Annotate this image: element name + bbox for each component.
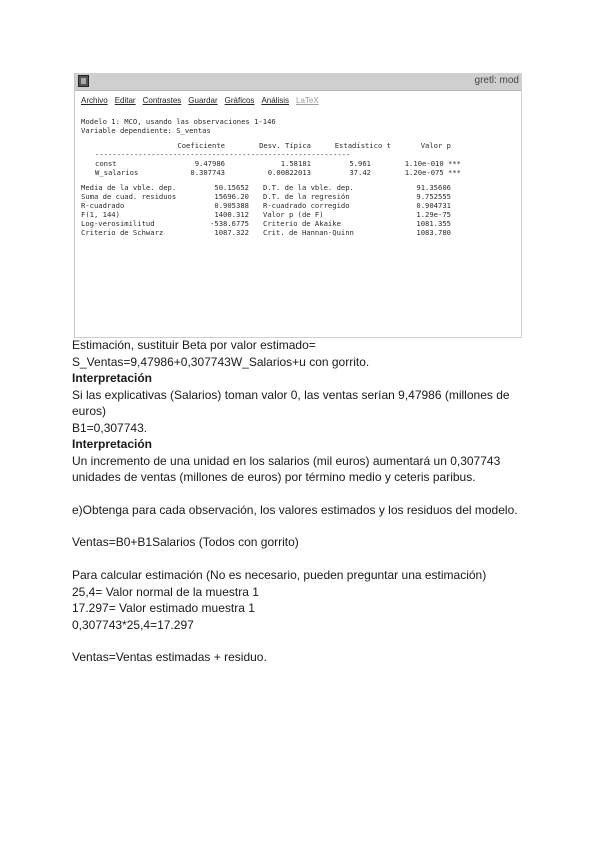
stat-label: Log-verosimilitud xyxy=(81,219,155,228)
header-p: Valor p xyxy=(420,141,451,150)
paragraph: Para calcular estimación (No es necesario, pueden preguntar una estimación) xyxy=(72,568,487,582)
table-divider: ----------------------------------------------------------- xyxy=(95,150,351,159)
var-t: 5.961 xyxy=(349,159,371,168)
stats-row xyxy=(81,192,517,201)
var-se: 0.00822013 xyxy=(267,168,311,177)
stat-value: 0.905388 xyxy=(214,201,249,210)
stat-value: 1083.780 xyxy=(416,228,451,237)
header-se: Desv. Típica xyxy=(259,141,311,150)
section-heading: Interpretación xyxy=(72,437,153,451)
var-coef: 0.307743 xyxy=(190,168,225,177)
stat-value: 1081.355 xyxy=(416,219,451,228)
stat-label: Criterio de Akaike xyxy=(263,219,341,228)
stat-label: Criterio de Schwarz xyxy=(81,228,164,237)
paragraph: Estimación, sustituir Beta por valor estimado= xyxy=(72,338,316,352)
stat-value: 1.29e-75 xyxy=(416,210,451,219)
paragraph: Ventas=B0+B1Salarios (Todos con gorrito) xyxy=(72,535,299,549)
stat-label: F(1, 144) xyxy=(81,210,120,219)
section-heading: Interpretación xyxy=(72,371,153,385)
var-name: const xyxy=(95,159,117,168)
stat-label: R-cuadrado xyxy=(81,201,125,210)
var-coef: 9.47986 xyxy=(194,159,225,168)
window-title: gretl: mod xyxy=(474,75,519,86)
table-row xyxy=(81,168,517,177)
question-text: e)Obtenga para cada observación, los valores estimados y los residuos del modelo. xyxy=(72,503,518,517)
paragraph: 0,307743*25,4=17.297 xyxy=(72,617,194,632)
menu-guardar[interactable]: Guardar xyxy=(188,95,218,105)
stat-value: -538.6775 xyxy=(210,219,249,228)
menu-graficos[interactable]: Gráficos xyxy=(224,95,255,105)
window-titlebar xyxy=(75,73,521,91)
stats-row xyxy=(81,210,517,219)
table-row xyxy=(81,159,517,168)
formula-block xyxy=(72,534,532,551)
stat-value: 91.35606 xyxy=(416,183,451,192)
stat-label: Crit. de Hannan-Quinn xyxy=(263,228,354,237)
model-header-line: Modelo 1: MCO, usando las observaciones 1-146 xyxy=(81,117,276,126)
stat-value: 50.15652 xyxy=(214,183,249,192)
paragraph: 25,4= Valor normal de la muestra 1 xyxy=(72,584,259,599)
var-t: 37.42 xyxy=(349,168,371,177)
var-p: 1.20e-075 *** xyxy=(404,168,461,177)
paragraph: B1=0,307743. xyxy=(72,420,148,435)
closing-block xyxy=(72,649,532,666)
model-output xyxy=(81,117,517,237)
stat-label: R-cuadrado corregido xyxy=(263,201,350,210)
gretl-app-icon xyxy=(78,75,89,87)
stat-value: 15696.20 xyxy=(214,192,249,201)
stat-value: 0.904731 xyxy=(416,201,451,210)
stats-row xyxy=(81,183,517,192)
coef-table-header xyxy=(81,141,517,150)
stat-label: Valor p (de F) xyxy=(263,210,324,219)
stats-row xyxy=(81,201,517,210)
stat-value: 1400.312 xyxy=(214,210,249,219)
document-body xyxy=(72,337,532,486)
menu-latex: LaTeX xyxy=(296,95,319,105)
stats-row xyxy=(81,219,517,228)
menu-bar xyxy=(75,91,521,109)
stat-label: Suma de cuad. residuos xyxy=(81,192,177,201)
paragraph: Si las explicativas (Salarios) toman valor 0, las ventas serían 9,47986 (millones de euros) xyxy=(72,387,510,418)
stats-row xyxy=(81,228,517,237)
gretl-output-screenshot xyxy=(74,73,522,338)
stat-label: D.T. de la regresión xyxy=(263,192,350,201)
question-block xyxy=(72,502,532,519)
menu-analisis[interactable]: Análisis xyxy=(261,95,290,105)
header-t: Estadístico t xyxy=(334,141,391,150)
menu-archivo[interactable]: Archivo xyxy=(81,95,108,105)
calc-block xyxy=(72,567,532,633)
menu-editar[interactable]: Editar xyxy=(114,95,136,105)
header-coef: Coeficiente xyxy=(177,141,225,150)
var-se: 1.58181 xyxy=(280,159,311,168)
stat-value: 9.752555 xyxy=(416,192,451,201)
stat-label: D.T. de la vble. dep. xyxy=(263,183,354,192)
stat-value: 1087.322 xyxy=(214,228,249,237)
menu-contrastes[interactable]: Contrastes xyxy=(142,95,182,105)
var-name: W_salarios xyxy=(95,168,139,177)
paragraph: Ventas=Ventas estimadas + residuo. xyxy=(72,650,267,664)
paragraph: 17.297= Valor estimado muestra 1 xyxy=(72,601,255,615)
paragraph: Un incremento de una unidad en los salarios (mil euros) aumentará un 0,307743 unidades de ventas (millones de euros) por término medio y ceteris paribus. xyxy=(72,453,501,484)
var-p: 1.10e-010 *** xyxy=(404,159,461,168)
stat-label: Media de la vble. dep. xyxy=(81,183,177,192)
dependent-variable-line: Variable dependiente: S_ventas xyxy=(81,126,211,135)
paragraph: S_Ventas=9,47986+0,307743W_Salarios+u con gorrito. xyxy=(72,354,370,369)
